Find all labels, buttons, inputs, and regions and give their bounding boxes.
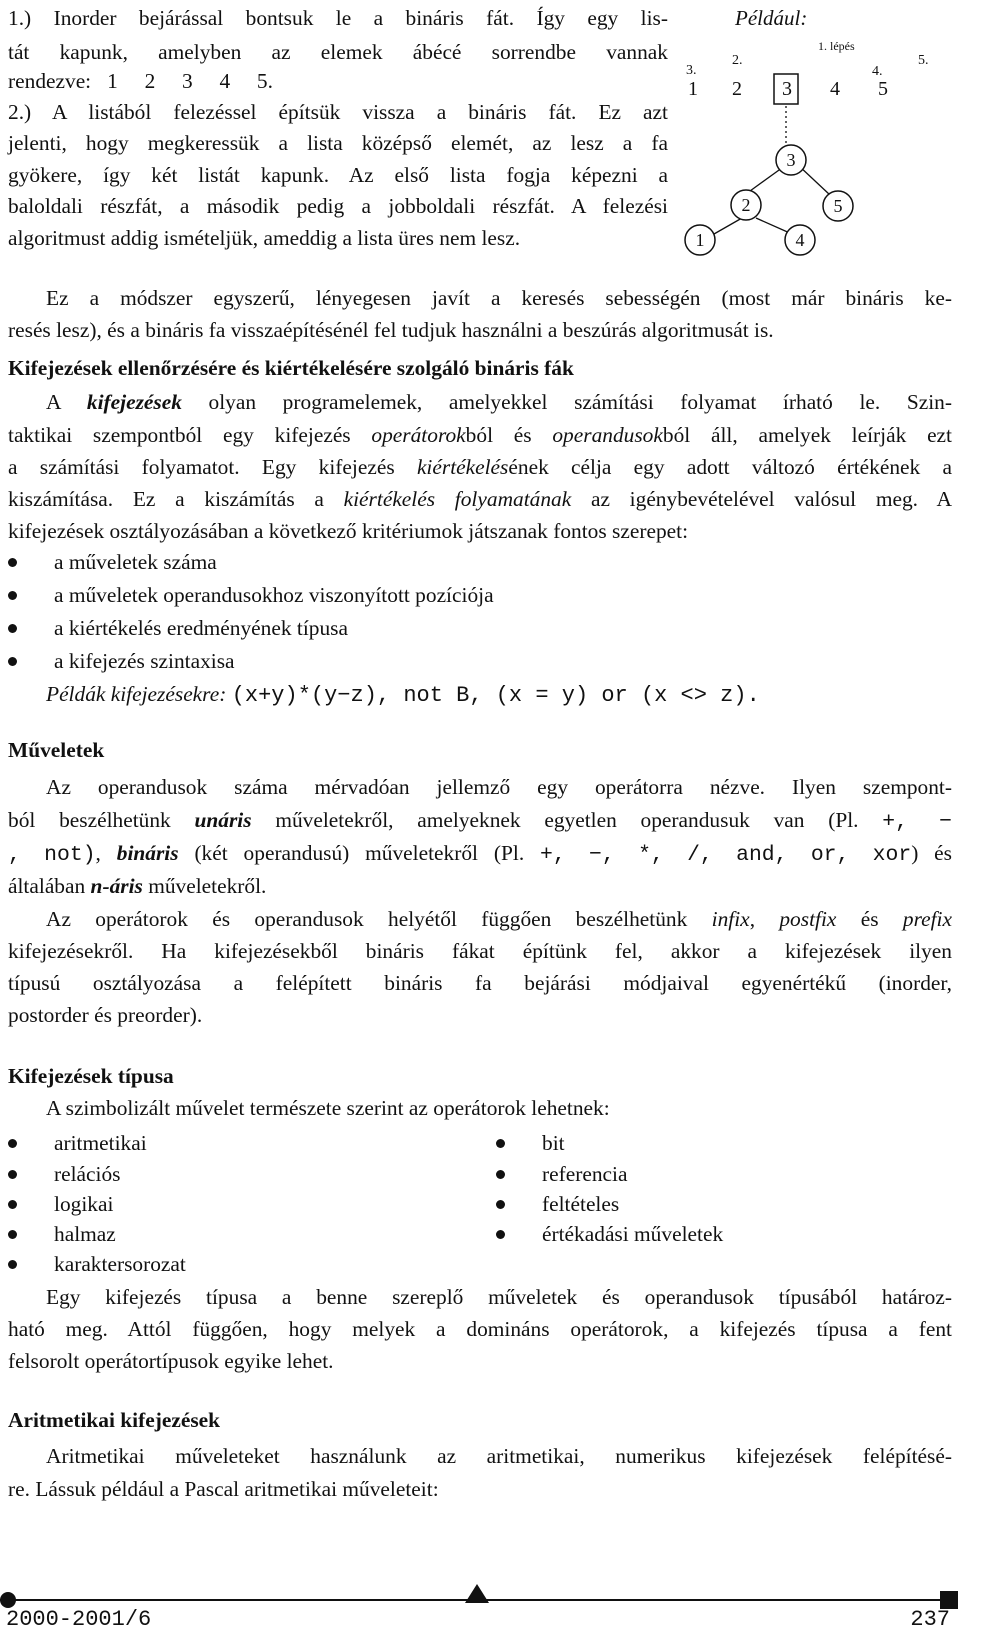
paragraph-line: felsorolt operátortípusok egyike lehet. [8,1349,334,1373]
tree-edge [714,218,742,234]
bullet-icon [8,1170,17,1179]
paragraph-line: Egy kifejezés típusa a benne szereplő műveletek és operandusok típusából határoz- [46,1285,952,1309]
paragraph-line: A szimbolizált művelet természete szerint az operátorok lehetnek: [46,1096,610,1120]
tree-node-label: 3 [786,150,796,170]
paragraph-line: ható meg. Attól függően, hogy melyek a domináns operátorok, a kifejezés típusa a fent [8,1317,952,1341]
list-item: 5 [878,78,888,100]
list-item: 3 [782,78,792,100]
paragraph-line: kifejezésekről. Ha kifejezésekből bináris fákat építünk fel, akkor a kifejezések ilyen [8,939,952,963]
paragraph-line: típusú osztályozása a felépített bináris fa bejárási módjaival egyenértékű (inorder, [8,971,952,995]
step-label-4: 4. [872,64,883,79]
section-heading: Aritmetikai kifejezések [8,1408,221,1432]
section-heading: Kifejezések típusa [8,1064,174,1088]
figure-caption: Például: [735,6,808,30]
paragraph-line: általában n-áris műveletekről. [8,874,267,898]
bullet-icon [8,657,17,666]
intro-line: tát kapunk, amelyben az elemek ábécé sorrendbe vannak [8,40,668,64]
paragraph-line: Az operandusok száma mérvadóan jellemző egy operátorra nézve. Ilyen szempont- [46,775,952,799]
paragraph-line: ból beszélhetünk unáris műveletekről, amelyeknek egyetlen operandusuk van (Pl. +, − [8,808,952,834]
intro-line: 2.) A listából felezéssel építsük vissza a bináris fát. Ez azt [8,100,668,124]
paragraph-line: Az operátorok és operandusok helyétől függően beszélhetünk infix, postfix és prefix [46,907,952,931]
paragraph-line: kifejezések osztályozásában a következő kritériumok játszanak fontos szerepet: [8,519,689,543]
paragraph-line: , not), bináris (két operandusú) műveletekről (Pl. +, −, *, /, and, or, xor) és [8,841,952,867]
intro-line: gyökere, így két listát kapunk. Az első lista fogja képezni a [8,163,668,187]
step-label-2: 2. [732,53,743,68]
page-number: 237 [910,1607,950,1632]
triangle-marker-icon [465,1584,489,1603]
bullet-icon [8,624,17,633]
tree-diagram [686,38,940,270]
bullet-icon [496,1200,505,1209]
paragraph-line: A kifejezések olyan programelemek, amelyekkel számítási folyamat írható le. Szin- [46,390,952,414]
footer-issue: 2000-2001/6 [6,1607,152,1632]
paragraph-line: postorder és preorder). [8,1003,203,1027]
list-item: 1 [688,78,698,100]
intro-line: algoritmust addig ismételjük, ameddig a lista üres nem lesz. [8,226,521,250]
step-label-5: 5. [918,53,929,68]
bullet-icon [8,1139,17,1148]
bullet-icon [8,1260,17,1269]
tree-edge [756,218,792,234]
step-label-1: 1. lépés [818,39,855,53]
tree-node-label: 2 [741,195,751,215]
bullet-icon [496,1230,505,1239]
paragraph-line: resés lesz), és a bináris fa visszaépítésénél fel tudjuk használni a beszúrás algoritmusát is. [8,318,774,342]
intro-line: baloldali részfát, a második pedig a jobboldali részfát. A felezési [8,194,668,218]
intro-line: rendezve: 1 2 3 4 5. [8,69,273,93]
intro-line: 1.) Inorder bejárással bontsuk le a bináris fát. Így egy lis- [8,6,668,30]
list-item: 2 [732,78,742,100]
step-label-3: 3. [686,63,697,78]
list-item: 4 [830,78,840,100]
paragraph-line: Ez a módszer egyszerű, lényegesen javít a keresés sebességén (most már bináris ke- [46,286,952,310]
paragraph-line: taktikai szempontból egy kifejezés operátorokból és operandusokból áll, amelyek leírják ezt [8,423,952,447]
paragraph-line: re. Lássuk például a Pascal aritmetikai műveleteit: [8,1477,439,1501]
tree-node-label: 5 [833,196,843,216]
bullet-icon [496,1139,505,1148]
bullet-icon [8,558,17,567]
bullet-icon [8,591,17,600]
tree-node-label: 1 [695,230,705,250]
intro-line: jelenti, hogy megkeressük a lista középső elemét, az lesz a fa [8,131,668,155]
tree-node-label: 4 [795,230,805,250]
paragraph-line: Aritmetikai műveleteket használunk az aritmetikai, numerikus kifejezések felépítésé- [46,1444,952,1468]
section-heading: Kifejezések ellenőrzésére és kiértékelésére szolgáló bináris fák [8,356,574,380]
paragraph-line: kiszámítása. Ez a kiszámítás a kiértékelés folyamatának az igénybevételével valósul meg. A [8,487,952,511]
bullet-icon [8,1230,17,1239]
bullet-icon [496,1170,505,1179]
section-heading: Műveletek [8,738,105,762]
examples-line: Példák kifejezésekre: (x+y)*(y−z), not B, (x = y) or (x <> z). [46,682,760,708]
paragraph-line: a számítási folyamatot. Egy kifejezés kiértékelésének célja egy adott változó értékének a [8,455,953,479]
bullet-icon [8,1200,17,1209]
